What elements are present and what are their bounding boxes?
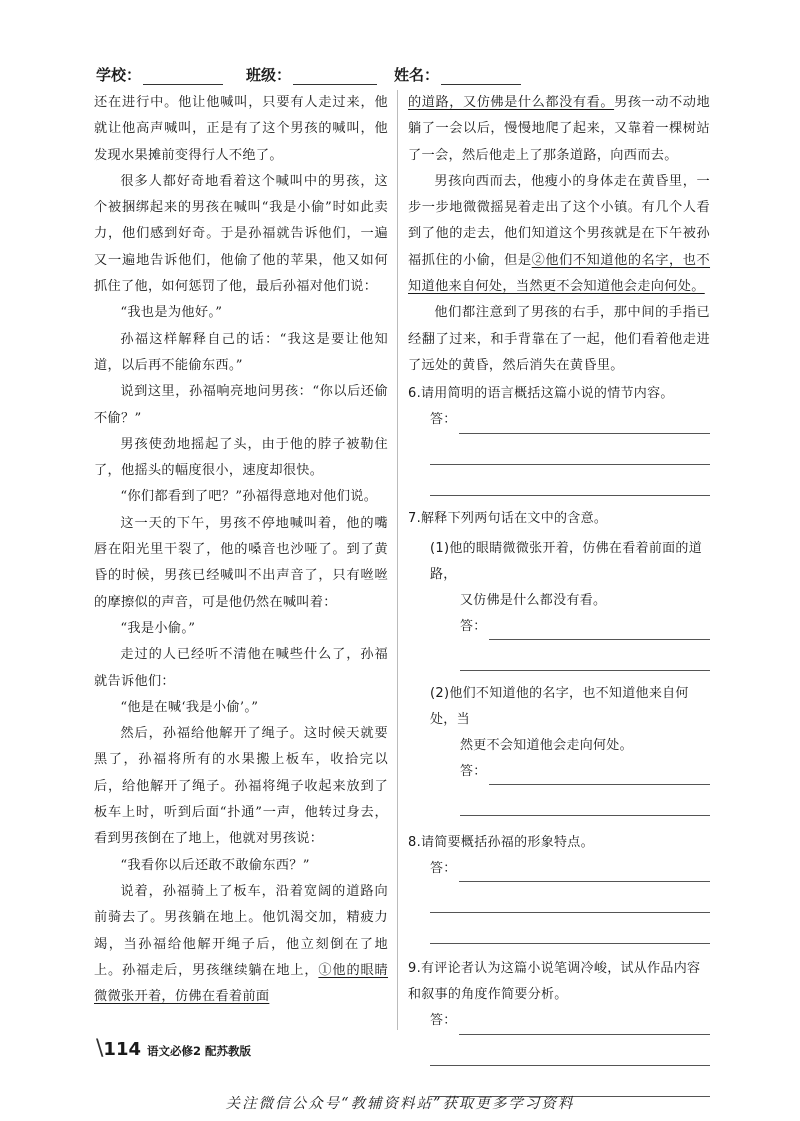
underlined-sentence-2: ②他们不知道他的名字，也不知道他来自何处，当然更不会知道他会走向何处。: [408, 252, 711, 295]
handwritten-notice: 关注微信公众号“教辅资料站”获取更多学习资料: [225, 1096, 575, 1112]
answer-line[interactable]: [408, 759, 710, 785]
answer-line[interactable]: [408, 856, 710, 882]
class-label: 班级：: [246, 66, 292, 84]
answer-line[interactable]: [430, 913, 710, 944]
question-7: [408, 506, 710, 816]
answer-line[interactable]: [408, 1009, 710, 1035]
paragraph: 然后，孙福给他解开了绳子。这时候天就要黑了，孙福将所有的水果搬上板车，收拾完以后，给他解开了绳子。孙福将绳子收起来放到了板车上时，听到后面“扑通”一声，他转过身去，看到男孩倒在了地上，他就对男孩说：: [94, 726, 388, 847]
answer-line[interactable]: [460, 640, 710, 671]
question-8-text: 8.请简要概括孙福的形象特点。: [408, 834, 594, 850]
paragraph: “你们都看到了吧？”孙福得意地对他们说。: [120, 489, 378, 505]
page-slash-icon: \: [96, 1036, 104, 1061]
class-field: [246, 64, 377, 85]
answer-line[interactable]: [430, 434, 710, 465]
answer-label: 答：: [460, 618, 487, 634]
underlined-sentence-1: ①他的眼睛微微张开着，仿佛在看着前面: [94, 962, 388, 1005]
paragraph: “我是小偷。”: [120, 620, 196, 636]
answer-line[interactable]: [430, 882, 710, 913]
question-9-text: 9.有评论者认为这篇小说笔调冷峻，试从作品内容和叙事的角度作简要分析。: [408, 961, 701, 1003]
paragraph-text: 男孩向西而去，他瘦小的身体走在黄昏里，一步一步地微微摇晃着走出了这个小镇。有几个人看到了他的走去，他们知道这个男孩就是在下午被孙福抓住的小偷，但是: [408, 173, 710, 268]
name-field: [394, 64, 521, 85]
paragraph: “我也是为他好。”: [120, 305, 223, 321]
paragraph: [94, 879, 388, 1010]
question-7-text: 7.解释下列两句话在文中的含意。: [408, 510, 608, 526]
paragraph: 他们都注意到了男孩的右手，那中间的手指已经翻了过来，和手背靠在了一起，他们看着他走进了远处的黄昏，然后消失在黄昏里。: [408, 305, 710, 373]
paragraph: [408, 169, 710, 300]
name-blank[interactable]: [441, 68, 521, 85]
paragraph: 还在进行中。他让他喊叫，只要有人走过来，他就让他高声喊叫，正是有了这个男孩的喊叫，他发现水果摊前变得行人不绝了。: [94, 95, 388, 163]
school-blank[interactable]: [143, 68, 223, 85]
answer-label: 答：: [430, 412, 457, 428]
answer-label: 答：: [430, 860, 457, 876]
school-field: [96, 64, 223, 85]
question-6-text: 6.请用简明的语言概括这篇小说的情节内容。: [408, 386, 674, 402]
answer-line[interactable]: [460, 785, 710, 816]
page-number: 114: [103, 1039, 141, 1060]
question-7-1-line1: (1)他的眼睛微微张开着，仿佛在看着前面的道路，: [430, 540, 703, 582]
question-9: [408, 956, 710, 1097]
question-7-2-line1: (2)他们不知道他的名字，也不知道他来自何处，当: [430, 685, 689, 727]
paragraph-text: 说着，孙福骑上了板车，沿着宽阔的道路向前骑去了。男孩躺在地上。他饥渴交加，精疲力竭，当孙福给他解开绳子后，他立刻倒在了地上。孙福走后，男孩继续躺在地上，: [94, 883, 388, 978]
answer-label: 答：: [460, 763, 487, 779]
answer-line[interactable]: [430, 1035, 710, 1066]
answer-line[interactable]: [408, 614, 710, 640]
paragraph: 男孩使劲地摇起了头，由于他的脖子被勒住了，他摇头的幅度很小，速度却很快。: [94, 436, 388, 479]
question-7-2-line2: 然更不会知道他会走向何处。: [460, 737, 633, 753]
page-footer: [96, 1036, 251, 1060]
paragraph: [408, 90, 710, 169]
right-column: [408, 90, 710, 1097]
paragraph: 这一天的下午，男孩不停地喊叫着，他的嘴唇在阳光里干裂了，他的嗓音也沙哑了。到了黄昏的时候，男孩已经喊叫不出声音了，只有咝咝的摩擦似的声音，可是他仍然在喊叫着：: [94, 515, 388, 610]
answer-line[interactable]: [430, 465, 710, 496]
book-title: 语文必修2 配苏教版: [147, 1044, 252, 1058]
paragraph: 很多人都好奇地看着这个喊叫中的男孩，这个被捆绑起来的男孩在喊叫“我是小偷”时如此卖力，他们感到好奇。于是孙福就告诉他们，一遍又一遍地告诉他们，他偷了他的苹果，他又如何抓住了他，如何惩罚了他，最后孙福对他们说：: [94, 173, 388, 295]
paragraph: 走过的人已经听不清他在喊些什么了，孙福就告诉他们：: [94, 647, 388, 689]
answer-line[interactable]: [408, 408, 710, 434]
paragraph-text: 男孩一动不动地躺了一会以后，慢慢地爬了起来，又靠着一棵树站了一会，然后他走上了那条道路，向西而去。: [408, 95, 710, 163]
paragraph: “我看你以后还敢不敢偷东西？”: [120, 857, 310, 873]
question-6: [408, 381, 710, 495]
school-label: 学校：: [96, 66, 142, 84]
page-header: [96, 64, 716, 88]
name-label: 姓名：: [394, 66, 440, 84]
column-divider: [397, 90, 398, 1030]
question-7-1-line2: 又仿佛是什么都没有看。: [460, 592, 607, 608]
paragraph: 孙福这样解释自己的话：“我这是要让他知道，以后再不能偷东西。”: [94, 331, 388, 373]
class-blank[interactable]: [293, 68, 377, 85]
underlined-sentence-1-cont: 的道路，又仿佛是什么都没有看。: [408, 95, 615, 110]
left-column: [94, 90, 388, 1010]
answer-label: 答：: [430, 1013, 457, 1029]
paragraph: 说到这里，孙福响亮地问男孩：“你以后还偷不偷？”: [94, 384, 388, 426]
paragraph: “他是在喊‘我是小偷’。”: [120, 699, 259, 715]
question-8: [408, 830, 710, 944]
